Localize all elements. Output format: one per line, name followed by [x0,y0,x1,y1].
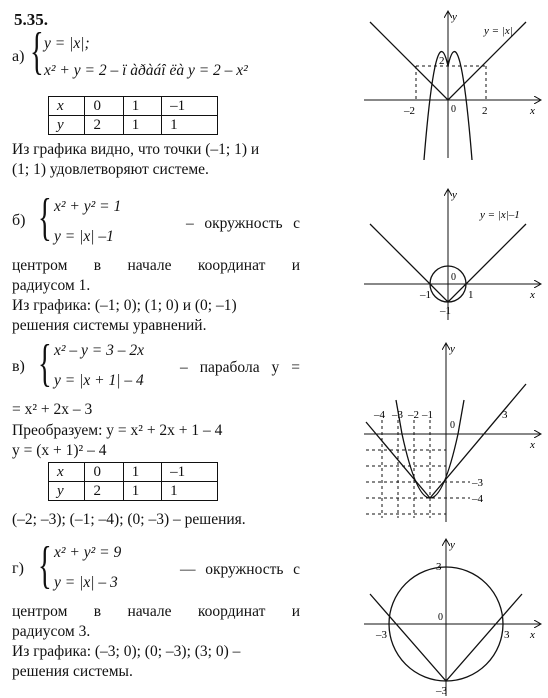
table-cell: y [49,116,85,135]
tick-label: –3 [392,409,403,421]
table-cell: 0 [85,97,123,116]
table-cell: y [49,482,85,501]
part-c-line-4: y = (x + 1)² – 4 [12,442,107,459]
system-brace-c: { [38,335,52,392]
part-a-conclusion-1: Из графика видно, что точки (–1; 1) и [12,141,260,158]
part-b-line-5: решения системы уравнений. [12,317,207,334]
system-brace-a: { [30,23,44,80]
graph-b [360,186,546,322]
tick-label: 3 [436,561,442,573]
part-b-equation-1: x² + y² = 1 [54,198,122,215]
tick-label: –1 [420,289,431,301]
table-row [49,463,218,482]
graph-c [360,340,546,524]
part-d-line-3: радиусом 3. [12,623,91,640]
part-c-description: – парабола y = [180,359,300,376]
part-c-line-3: Преобразуем: y = x² + 2x + 1 – 4 [12,422,223,439]
part-b-line-2: центром в начале координат и [12,257,300,274]
part-d-description: — окружность с [180,561,300,578]
x-axis-label: x [530,105,535,117]
table-cell: 2 [85,116,123,135]
tick-label: 0 [438,612,443,623]
tick-label: 2 [482,105,488,117]
tick-label: –4 [374,409,385,421]
x-axis-label: x [530,289,535,301]
part-d-label: г) [12,560,24,577]
tick-label: 2 [439,55,445,67]
part-b-description: – окружность с [186,215,300,232]
part-b-line-3: радиусом 1. [12,277,91,294]
tick-label: –1 [422,409,433,421]
table-cell: 1 [123,482,161,501]
tick-label: –2 [404,105,415,117]
part-c-equation-1: x² – y = 3 – 2x [54,342,144,359]
table-cell: 1 [123,97,161,116]
table-cell: –1 [162,97,218,116]
part-d-equation-2: y = |x| – 3 [54,574,118,591]
table-cell: 2 [85,482,123,501]
table-cell: 1 [162,116,218,135]
table-row [49,97,218,116]
table-cell: –1 [162,463,218,482]
part-d-line-4: Из графика: (–3; 0); (0; –3); (3; 0) – [12,643,241,660]
tick-label: –1 [440,305,451,317]
part-d-equation-1: x² + y² = 9 [54,544,122,561]
curve-label: y = |x| [484,25,513,37]
system-brace-b: { [38,189,52,246]
table-row [49,116,218,135]
part-c-equation-2: y = |x + 1| – 4 [54,372,144,389]
curve-label: y = |x|–1 [480,209,520,221]
tick-label: 1 [468,289,474,301]
tick-label: 3 [502,409,508,421]
graph-a [360,8,546,160]
tick-label: –2 [408,409,419,421]
part-b-label: б) [12,212,26,229]
table-row [49,482,218,501]
part-b-line-4: Из графика: (–1; 0); (1; 0) и (0; –1) [12,297,237,314]
part-a-equation-1: y = |x|; [44,35,90,52]
tick-label: 0 [450,420,455,431]
x-axis-label: x [530,629,535,641]
tick-label: –3 [376,629,387,641]
tick-label: –3 [472,477,483,489]
part-c-value-table [48,462,218,501]
part-a-conclusion-2: (1; 1) удовлетворяют системе. [12,161,209,178]
part-b-equation-2: y = |x| –1 [54,228,114,245]
y-axis-label: y [452,189,457,201]
part-c-line-5: (–2; –3); (–1; –4); (0; –3) – решения. [12,511,246,528]
y-axis-label: y [452,11,457,23]
part-a-equation-2: x² + y = 2 – ї àðàáî ëà y = 2 – x² [44,62,248,79]
part-d-line-5: решения системы. [12,663,133,680]
table-cell: x [49,463,85,482]
part-c-line-2: = x² + 2x – 3 [12,401,93,418]
y-axis-label: y [450,343,455,355]
part-d-line-2: центром в начале координат и [12,603,300,620]
system-brace-d: { [38,537,52,594]
part-a-value-table [48,96,218,135]
table-cell: 0 [85,463,123,482]
y-axis-label: y [450,539,455,551]
table-cell: 1 [123,116,161,135]
tick-label: –4 [472,493,483,505]
part-c-label: в) [12,358,25,375]
tick-label: –3 [436,685,447,697]
graph-d [360,536,546,698]
table-cell: x [49,97,85,116]
part-a-label: а) [12,48,25,65]
tick-label: 0 [451,104,456,115]
tick-label: 0 [451,272,456,283]
problem-number: 5.35. [14,10,48,29]
x-axis-label: x [530,439,535,451]
table-cell: 1 [162,482,218,501]
table-cell: 1 [123,463,161,482]
tick-label: 3 [504,629,510,641]
